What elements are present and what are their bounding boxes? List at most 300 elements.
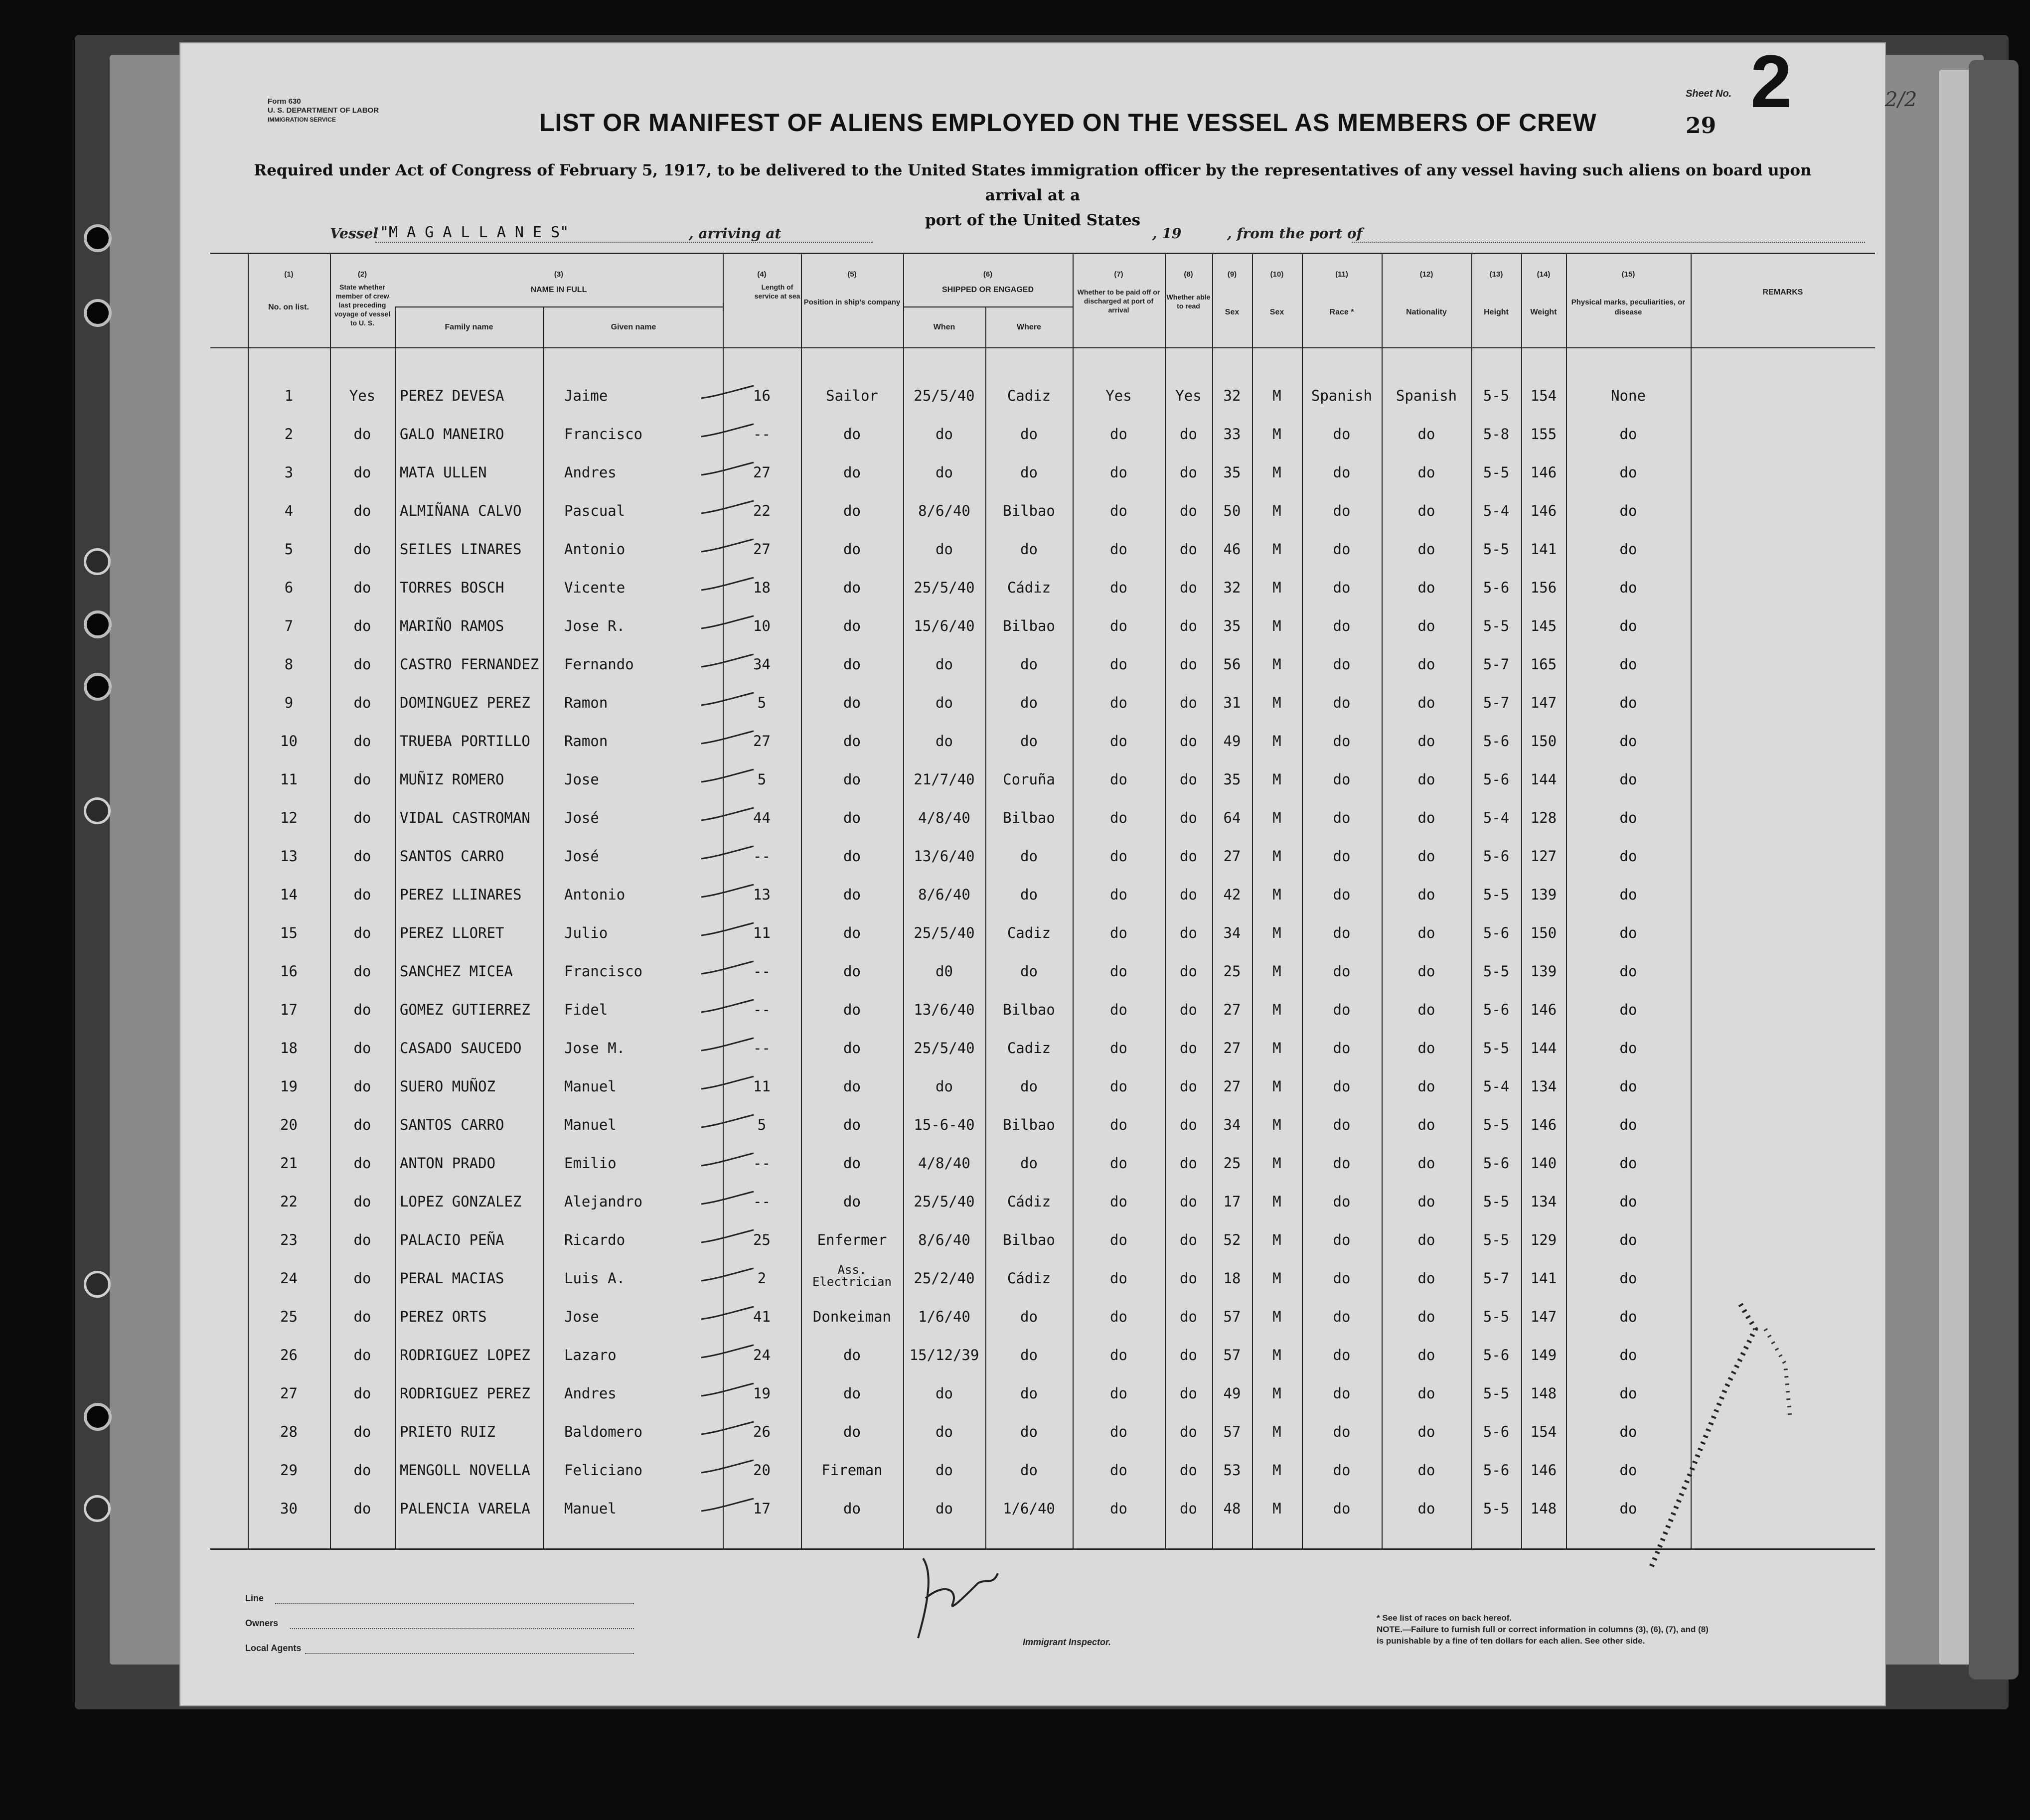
physical-marks-cell: do	[1619, 848, 1637, 865]
weight-cell: 148	[1530, 1500, 1557, 1517]
race-cell: do	[1333, 1500, 1351, 1517]
arriving-label: , arriving at	[689, 225, 781, 242]
row-number: 9	[284, 694, 294, 711]
col-head-race: Race *	[1329, 308, 1354, 316]
given-name-cell: Fidel	[564, 1001, 608, 1018]
service-cell: 34	[753, 656, 771, 673]
when-cell: do	[936, 1385, 953, 1402]
age-cell: 48	[1223, 1500, 1241, 1517]
check-mark-icon	[699, 920, 759, 940]
binder-hole	[84, 673, 112, 701]
able-to-read-cell: do	[1180, 1155, 1197, 1172]
position-cell: do	[843, 656, 861, 673]
agents-rule	[305, 1653, 634, 1654]
col-rule	[395, 307, 396, 1548]
race-cell: do	[1333, 1270, 1351, 1287]
when-cell: 8/6/40	[918, 886, 970, 903]
sex-cell: M	[1272, 886, 1281, 903]
given-name-cell: José	[564, 809, 599, 826]
check-mark-icon	[699, 652, 759, 672]
position-cell: do	[843, 924, 861, 941]
position-cell: do	[843, 1193, 861, 1210]
where-cell: 1/6/40	[1003, 1500, 1055, 1517]
paid-off-cell: do	[1110, 886, 1127, 903]
row-number: 15	[280, 924, 298, 941]
weight-cell: 150	[1530, 924, 1557, 941]
prev-voyage-cell: do	[353, 579, 371, 596]
age-cell: 56	[1223, 656, 1241, 673]
given-name-cell: Vicente	[564, 579, 625, 596]
check-mark-icon	[699, 1074, 759, 1094]
weight-cell: 139	[1530, 963, 1557, 980]
position-cell: do	[843, 1385, 861, 1402]
weight-cell: 129	[1530, 1231, 1557, 1248]
physical-marks-cell: do	[1619, 1231, 1637, 1248]
physical-marks-cell: do	[1619, 464, 1637, 481]
height-cell: 5-5	[1483, 464, 1510, 481]
row-number: 8	[284, 656, 294, 673]
prev-voyage-cell: do	[353, 694, 371, 711]
physical-marks-cell: do	[1619, 694, 1637, 711]
binder-edge	[1969, 60, 2019, 1679]
weight-cell: 146	[1530, 1116, 1557, 1133]
when-cell: do	[936, 1500, 953, 1517]
family-name-cell: TORRES BOSCH	[400, 579, 504, 596]
paid-off-cell: do	[1110, 1385, 1127, 1402]
check-mark-icon	[699, 422, 759, 442]
given-name-cell: Pascual	[564, 502, 625, 519]
when-cell: 8/6/40	[918, 1231, 970, 1248]
vessel-rule	[375, 242, 873, 243]
given-name-cell: José	[564, 848, 599, 865]
prev-voyage-cell: do	[353, 809, 371, 826]
col-head-position: Position in ship's company	[803, 298, 901, 306]
family-name-cell: RODRIGUEZ LOPEZ	[400, 1347, 530, 1364]
family-name-cell: LOPEZ GONZALEZ	[400, 1193, 522, 1210]
able-to-read-cell: do	[1180, 1193, 1197, 1210]
prev-voyage-cell: do	[353, 1116, 371, 1133]
col-num-8: (8)	[1184, 270, 1193, 279]
page-reference: 29	[1686, 113, 1717, 139]
prev-voyage-cell: do	[353, 1385, 371, 1402]
sex-cell: M	[1272, 1193, 1281, 1210]
when-cell: do	[936, 1423, 953, 1440]
physical-marks-cell: do	[1619, 1347, 1637, 1364]
binder-hole	[84, 1403, 112, 1431]
nationality-cell: do	[1417, 1308, 1435, 1325]
position-cell: do	[843, 848, 861, 865]
nationality-cell: do	[1417, 1078, 1435, 1095]
nationality-cell: do	[1417, 617, 1435, 634]
when-cell: 15/12/39	[909, 1347, 979, 1364]
position-cell: Ass. Electrician	[812, 1263, 892, 1289]
service-cell: 27	[753, 464, 771, 481]
where-cell: do	[1020, 1347, 1038, 1364]
paid-off-cell: do	[1110, 541, 1127, 558]
age-cell: 53	[1223, 1462, 1241, 1479]
row-number: 13	[280, 848, 298, 865]
service-cell: 20	[753, 1462, 771, 1479]
paid-off-cell: do	[1110, 656, 1127, 673]
service-cell: --	[753, 963, 771, 980]
when-cell: 13/6/40	[914, 848, 975, 865]
family-name-cell: MATA ULLEN	[400, 464, 487, 481]
paid-off-cell: do	[1110, 733, 1127, 750]
sex-cell: M	[1272, 1116, 1281, 1133]
col-num-9: (9)	[1227, 270, 1237, 279]
able-to-read-cell: do	[1180, 1423, 1197, 1440]
height-cell: 5-7	[1483, 1270, 1510, 1287]
weight-cell: 134	[1530, 1193, 1557, 1210]
position-cell: do	[843, 426, 861, 443]
shipped-subheader-rule	[903, 306, 1073, 307]
family-name-cell: PALENCIA VARELA	[400, 1500, 530, 1517]
col-num-7: (7)	[1114, 270, 1123, 279]
age-cell: 18	[1223, 1270, 1241, 1287]
prev-voyage-cell: do	[353, 426, 371, 443]
row-number: 23	[280, 1231, 298, 1248]
weight-cell: 141	[1530, 1270, 1557, 1287]
race-cell: do	[1333, 963, 1351, 980]
row-number: 12	[280, 809, 298, 826]
where-cell: do	[1020, 464, 1038, 481]
row-number: 3	[284, 464, 294, 481]
where-cell: do	[1020, 1462, 1038, 1479]
check-mark-icon	[699, 383, 759, 403]
able-to-read-cell: do	[1180, 1001, 1197, 1018]
paid-off-cell: do	[1110, 1270, 1127, 1287]
able-to-read-cell: do	[1180, 656, 1197, 673]
given-name-cell: Alejandro	[564, 1193, 643, 1210]
header-bottom-rule	[210, 347, 1875, 348]
col-head-weight: Weight	[1530, 308, 1557, 316]
prev-voyage-cell: do	[353, 1231, 371, 1248]
row-number: 14	[280, 886, 298, 903]
nationality-cell: do	[1417, 848, 1435, 865]
weight-cell: 128	[1530, 809, 1557, 826]
position-cell: Enfermer	[817, 1231, 887, 1248]
where-cell: do	[1020, 426, 1038, 443]
col-head-where: Where	[1017, 323, 1041, 331]
age-cell: 27	[1223, 848, 1241, 865]
position-cell: do	[843, 694, 861, 711]
col-head-read: Whether able to read	[1166, 293, 1211, 310]
race-cell: do	[1333, 541, 1351, 558]
able-to-read-cell: do	[1180, 1385, 1197, 1402]
able-to-read-cell: do	[1180, 733, 1197, 750]
when-cell: do	[936, 733, 953, 750]
race-cell: do	[1333, 809, 1351, 826]
nationality-cell: do	[1417, 1347, 1435, 1364]
nationality-cell: do	[1417, 1231, 1435, 1248]
given-name-cell: Baldomero	[564, 1423, 643, 1440]
able-to-read-cell: do	[1180, 1308, 1197, 1325]
sex-cell: M	[1272, 1347, 1281, 1364]
race-cell: do	[1333, 1385, 1351, 1402]
check-mark-icon	[699, 498, 759, 518]
height-cell: 5-5	[1483, 387, 1510, 404]
physical-marks-cell: do	[1619, 617, 1637, 634]
given-name-cell: Luis A.	[564, 1270, 625, 1287]
service-cell: --	[753, 426, 771, 443]
where-cell: Cádiz	[1007, 1270, 1051, 1287]
row-number: 17	[280, 1001, 298, 1018]
able-to-read-cell: do	[1180, 1500, 1197, 1517]
when-cell: 4/8/40	[918, 809, 970, 826]
position-cell: do	[843, 541, 861, 558]
binder-hole	[84, 299, 112, 327]
service-cell: --	[753, 1040, 771, 1057]
age-cell: 27	[1223, 1040, 1241, 1057]
given-name-cell: Ramon	[564, 733, 608, 750]
family-name-cell: MENGOLL NOVELLA	[400, 1462, 530, 1479]
nationality-cell: do	[1417, 1385, 1435, 1402]
given-name-cell: Jose	[564, 1308, 599, 1325]
sex-cell: M	[1272, 656, 1281, 673]
prev-voyage-cell: do	[353, 1423, 371, 1440]
weight-cell: 134	[1530, 1078, 1557, 1095]
nationality-cell: do	[1417, 1116, 1435, 1133]
inspector-label: Immigrant Inspector.	[1023, 1637, 1111, 1647]
binder-hole	[84, 1271, 111, 1298]
row-number: 4	[284, 502, 294, 519]
sex-cell: M	[1272, 426, 1281, 443]
department-name: U. S. DEPARTMENT OF LABOR	[268, 106, 379, 115]
when-cell: do	[936, 1462, 953, 1479]
family-name-cell: ANTON PRADO	[400, 1155, 496, 1172]
service-cell: 27	[753, 733, 771, 750]
given-name-cell: Ricardo	[564, 1231, 625, 1248]
col-head-age: Sex	[1225, 308, 1240, 316]
row-number: 25	[280, 1308, 298, 1325]
prev-voyage-cell: do	[353, 1347, 371, 1364]
binder-hole	[84, 610, 112, 638]
able-to-read-cell: do	[1180, 1116, 1197, 1133]
sex-cell: M	[1272, 924, 1281, 941]
able-to-read-cell: do	[1180, 848, 1197, 865]
col-num-1: (1)	[284, 270, 294, 279]
physical-marks-cell: do	[1619, 771, 1637, 788]
service-cell: 2	[757, 1270, 767, 1287]
inspector-signature	[898, 1543, 1018, 1643]
sex-cell: M	[1272, 1231, 1281, 1248]
check-mark-icon	[699, 729, 759, 749]
physical-marks-cell: do	[1619, 1500, 1637, 1517]
line-label: Line	[245, 1593, 264, 1603]
sex-cell: M	[1272, 579, 1281, 596]
where-cell: Bilbao	[1003, 1001, 1055, 1018]
race-cell: do	[1333, 1347, 1351, 1364]
check-mark-icon	[699, 1381, 759, 1401]
position-cell: do	[843, 502, 861, 519]
age-cell: 49	[1223, 733, 1241, 750]
check-mark-icon	[699, 1343, 759, 1363]
race-cell: Spanish	[1311, 387, 1373, 404]
physical-marks-cell: do	[1619, 1270, 1637, 1287]
where-cell: Bilbao	[1003, 1231, 1055, 1248]
when-cell: d0	[936, 963, 953, 980]
check-mark-icon	[699, 997, 759, 1017]
where-cell: Bilbao	[1003, 809, 1055, 826]
age-cell: 27	[1223, 1078, 1241, 1095]
service-cell: 22	[753, 502, 771, 519]
physical-marks-cell: do	[1619, 1423, 1637, 1440]
race-cell: do	[1333, 1308, 1351, 1325]
able-to-read-cell: do	[1180, 809, 1197, 826]
race-cell: do	[1333, 1040, 1351, 1057]
row-number: 2	[284, 426, 294, 443]
age-cell: 34	[1223, 924, 1241, 941]
family-name-cell: TRUEBA PORTILLO	[400, 733, 530, 750]
height-cell: 5-5	[1483, 617, 1510, 634]
age-cell: 64	[1223, 809, 1241, 826]
binder-hole	[84, 1495, 111, 1522]
physical-marks-cell: do	[1619, 1078, 1637, 1095]
age-cell: 34	[1223, 1116, 1241, 1133]
family-name-cell: SANCHEZ MICEA	[400, 963, 513, 980]
sex-cell: M	[1272, 387, 1281, 404]
where-cell: do	[1020, 694, 1038, 711]
sex-cell: M	[1272, 1423, 1281, 1440]
prev-voyage-cell: do	[353, 464, 371, 481]
age-cell: 57	[1223, 1423, 1241, 1440]
nationality-cell: do	[1417, 1423, 1435, 1440]
paid-off-cell: do	[1110, 1001, 1127, 1018]
check-mark-icon	[699, 690, 759, 710]
weight-cell: 147	[1530, 694, 1557, 711]
col-num-13: (13)	[1489, 270, 1503, 279]
check-mark-icon	[699, 460, 759, 480]
position-cell: do	[843, 464, 861, 481]
check-mark-icon	[699, 1036, 759, 1056]
able-to-read-cell: do	[1180, 1270, 1197, 1287]
paid-off-cell: do	[1110, 809, 1127, 826]
able-to-read-cell: do	[1180, 1078, 1197, 1095]
physical-marks-cell: do	[1619, 579, 1637, 596]
given-name-cell: Jose	[564, 771, 599, 788]
binder-hole	[84, 548, 111, 575]
position-cell: do	[843, 771, 861, 788]
row-number: 18	[280, 1040, 298, 1057]
prev-voyage-cell: do	[353, 656, 371, 673]
position-cell: do	[843, 617, 861, 634]
check-mark-icon	[699, 1419, 759, 1439]
where-cell: do	[1020, 848, 1038, 865]
weight-cell: 141	[1530, 541, 1557, 558]
row-number: 19	[280, 1078, 298, 1095]
position-cell: do	[843, 1500, 861, 1517]
binder-hole	[84, 797, 111, 824]
paid-off-cell: do	[1110, 579, 1127, 596]
family-name-cell: MARIÑO RAMOS	[400, 617, 504, 634]
able-to-read-cell: do	[1180, 694, 1197, 711]
service-cell: 44	[753, 809, 771, 826]
physical-marks-cell: do	[1619, 1193, 1637, 1210]
physical-marks-cell: None	[1611, 387, 1646, 404]
prev-voyage-cell: do	[353, 1500, 371, 1517]
where-cell: Cádiz	[1007, 1193, 1051, 1210]
check-mark-icon	[699, 1496, 759, 1516]
paid-off-cell: do	[1110, 617, 1127, 634]
manifest-subtitle: Required under Act of Congress of February 5, 1917, to be delivered to the United States immigration officer by the representatives of any vessel having such aliens on board upon arrival at a port of the United States	[254, 161, 1812, 229]
line-rule	[275, 1603, 634, 1604]
height-cell: 5-5	[1483, 1308, 1510, 1325]
check-mark-icon	[699, 805, 759, 825]
col-head-given: Given name	[611, 323, 656, 331]
family-name-cell: PEREZ LLORET	[400, 924, 504, 941]
weight-cell: 146	[1530, 1462, 1557, 1479]
prev-voyage-cell: do	[353, 733, 371, 750]
race-cell: do	[1333, 1155, 1351, 1172]
col-head-prev-voyage: State whether member of crew last preceding voyage of vessel to U. S.	[334, 283, 391, 327]
height-cell: 5-5	[1483, 1231, 1510, 1248]
prev-voyage-cell: Yes	[349, 387, 376, 404]
age-cell: 35	[1223, 771, 1241, 788]
family-name-cell: GOMEZ GUTIERREZ	[400, 1001, 530, 1018]
paid-off-cell: do	[1110, 426, 1127, 443]
given-name-cell: Emilio	[564, 1155, 617, 1172]
row-number: 21	[280, 1155, 298, 1172]
able-to-read-cell: do	[1180, 464, 1197, 481]
sex-cell: M	[1272, 1270, 1281, 1287]
position-cell: do	[843, 1423, 861, 1440]
given-name-cell: Andres	[564, 1385, 617, 1402]
position-cell: Donkeiman	[812, 1308, 892, 1325]
height-cell: 5-7	[1483, 694, 1510, 711]
check-mark-icon	[699, 1458, 759, 1478]
nationality-cell: do	[1417, 924, 1435, 941]
nationality-cell: do	[1417, 1462, 1435, 1479]
height-cell: 5-6	[1483, 1001, 1510, 1018]
weight-cell: 139	[1530, 886, 1557, 903]
physical-marks-cell: do	[1619, 1001, 1637, 1018]
col-head-nationality: Nationality	[1406, 308, 1447, 316]
nationality-cell: do	[1417, 1040, 1435, 1057]
where-cell: Cádiz	[1007, 579, 1051, 596]
nationality-cell: Spanish	[1396, 387, 1457, 404]
age-cell: 46	[1223, 541, 1241, 558]
race-cell: do	[1333, 771, 1351, 788]
race-cell: do	[1333, 1116, 1351, 1133]
able-to-read-cell: do	[1180, 886, 1197, 903]
service-cell: --	[753, 1155, 771, 1172]
paid-off-cell: do	[1110, 1500, 1127, 1517]
family-name-cell: DOMINGUEZ PEREZ	[400, 694, 530, 711]
height-cell: 5-6	[1483, 848, 1510, 865]
col-num-4: (4)	[757, 270, 767, 279]
row-number: 26	[280, 1347, 298, 1364]
service-cell: --	[753, 848, 771, 865]
age-cell: 49	[1223, 1385, 1241, 1402]
nationality-cell: do	[1417, 426, 1435, 443]
service-cell: 17	[753, 1500, 771, 1517]
service-cell: 41	[753, 1308, 771, 1325]
position-cell: do	[843, 886, 861, 903]
nationality-cell: do	[1417, 1001, 1435, 1018]
prev-voyage-cell: do	[353, 1040, 371, 1057]
height-cell: 5-4	[1483, 1078, 1510, 1095]
nationality-cell: do	[1417, 733, 1435, 750]
nationality-cell: do	[1417, 656, 1435, 673]
race-cell: do	[1333, 1462, 1351, 1479]
paid-off-cell: do	[1110, 1040, 1127, 1057]
prev-voyage-cell: do	[353, 1155, 371, 1172]
binder-hole	[84, 224, 112, 252]
able-to-read-cell: do	[1180, 579, 1197, 596]
physical-marks-cell: do	[1619, 1155, 1637, 1172]
check-mark-icon	[699, 1151, 759, 1171]
race-cell: do	[1333, 886, 1351, 903]
